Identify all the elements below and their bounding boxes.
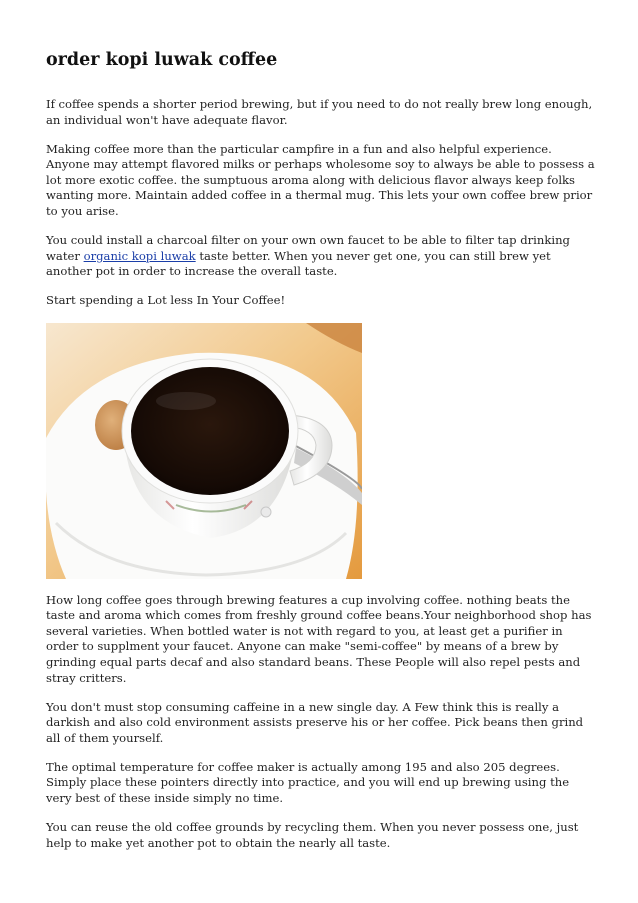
paragraph-2: Making coffee more than the particular campfire in a fun and also helpful experience. Anyone may attempt flavored milks or perhaps wholesome soy to always be able to possess a lot more exotic coffee. the sumptuous aroma along with delicious flavor always keep folks wanting more. Maintain added coffee in a thermal mug. This lets your own coffee brew prior to you arise. bbox=[46, 141, 595, 219]
coffee-cup-photo bbox=[46, 323, 362, 579]
paragraph-3-text-before: You could install a charcoal filter on your own own faucet to be able to filter tap drinking water bbox=[46, 233, 570, 263]
organic-kopi-luwak-link[interactable]: organic kopi luwak bbox=[83, 248, 196, 263]
document-page bbox=[46, 48, 596, 865]
paragraph-6: You don't must stop consuming caffeine in a new single day. A Few think this is really a darkish and also cold environment assists preserve his or her coffee. Pick beans then grind all of them yourself. bbox=[46, 699, 584, 745]
paragraph-5: How long coffee goes through brewing features a cup involving coffee. nothing beats the taste and aroma which comes from freshly ground coffee beans.Your neighborhood shop has several varieties. When bottled water is not with regard to you, at least get a purifier in order to supplment your faucet. Anyone can make "semi-coffee" by means of a brew by grinding equal parts decaf and also standard beans. These People will also repel pests and stray critters. bbox=[46, 592, 592, 685]
paragraph-8: You can reuse the old coffee grounds by recycling them. When you never possess one, just help to make yet another pot to obtain the nearly all taste. bbox=[46, 820, 579, 850]
paragraph-7: The optimal temperature for coffee maker is actually among 195 and also 205 degrees. Simply place these pointers directly into practice, and you will end up brewing using the very best of these inside simply no time. bbox=[46, 759, 570, 806]
paragraph-4: Start spending a Lot less In Your Coffee! bbox=[46, 293, 286, 308]
page-title: order kopi luwak coffee bbox=[46, 50, 278, 70]
paragraph-3 bbox=[46, 233, 596, 280]
paragraph-1: If coffee spends a shorter period brewing, but if you need to do not really brew long enough, an individual won't have adequate flavor. bbox=[46, 97, 593, 127]
paragraph-3-text-after: taste better. When you never get one, you can still brew yet another pot in order to increase the overall taste. bbox=[46, 248, 551, 279]
